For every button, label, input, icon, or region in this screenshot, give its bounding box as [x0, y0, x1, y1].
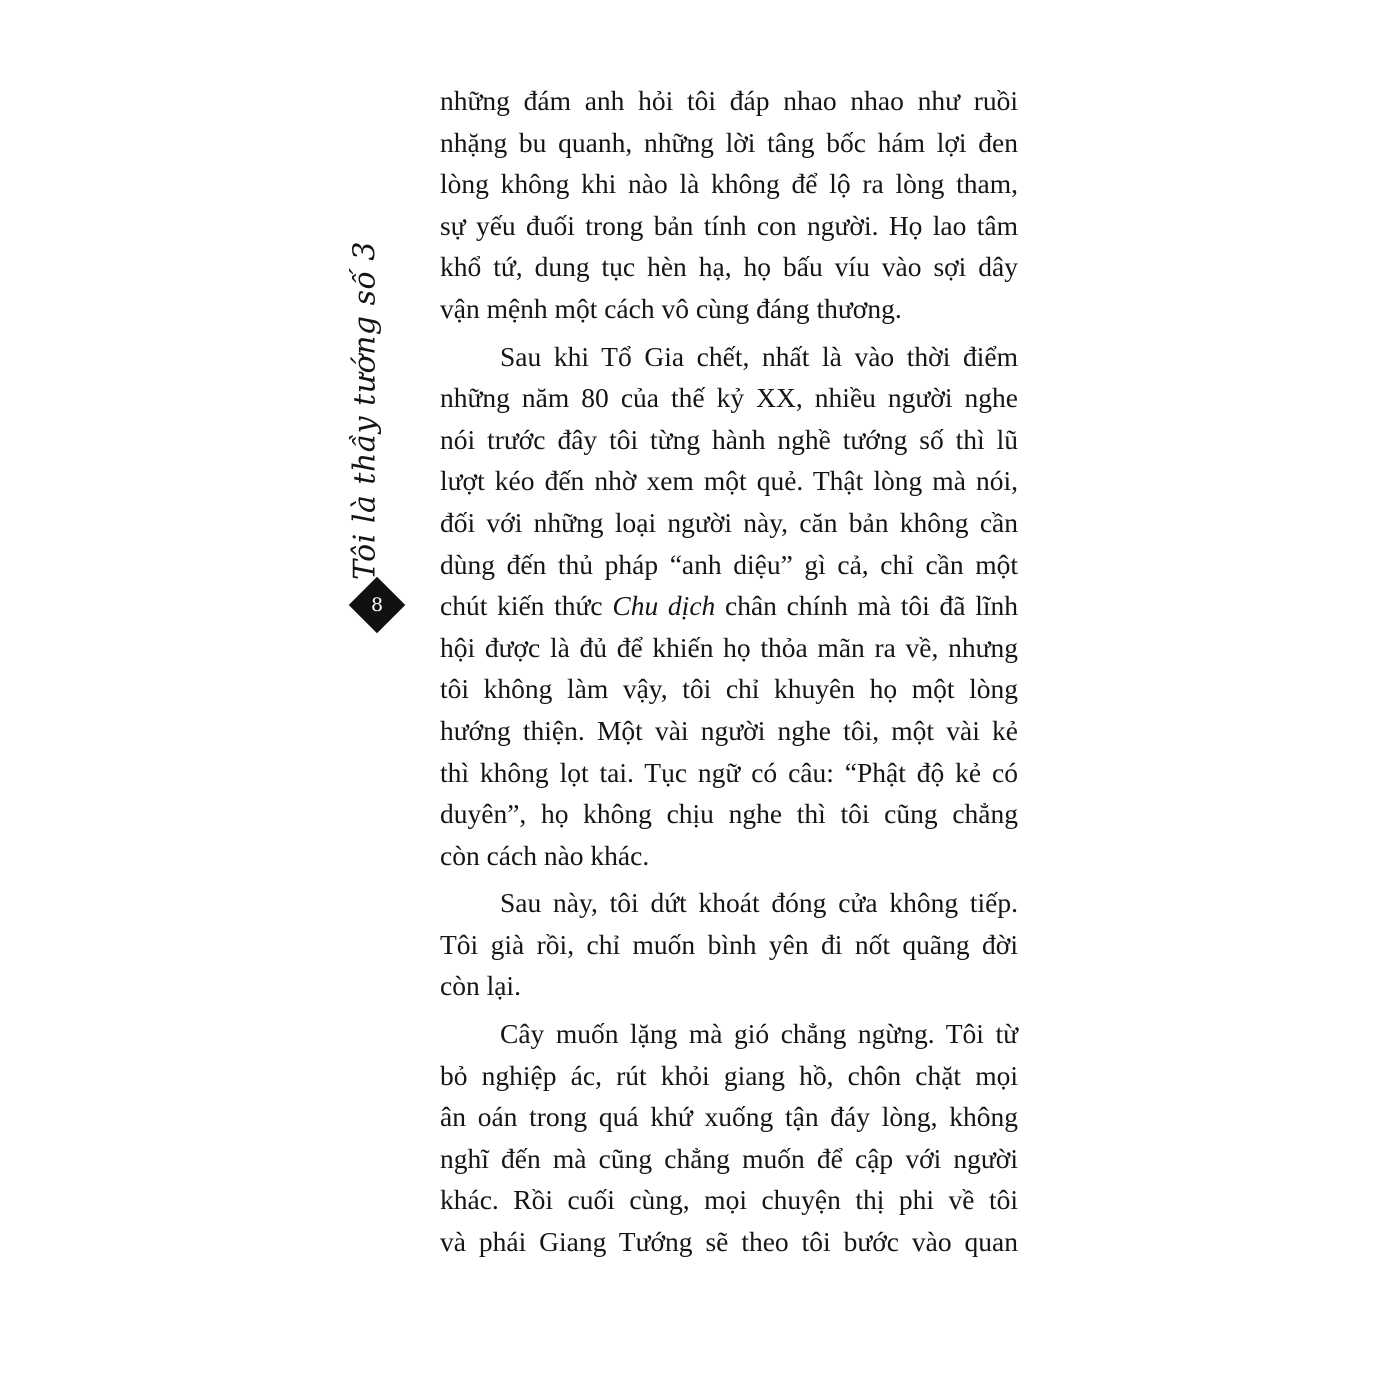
text-line: Cây muốn lặng mà gió chẳng ngừng. Tôi từ — [500, 1018, 1018, 1050]
text-line: đối với những loại người này, căn bản không cần — [440, 506, 1018, 538]
text-line: và phái Giang Tướng sẽ theo tôi bước vào quan — [440, 1226, 1018, 1258]
text-line: những năm 80 của thế kỷ XX, nhiều người nghe — [440, 382, 1018, 414]
text-line: còn lại. — [440, 970, 521, 1002]
paragraph — [440, 1013, 1018, 1263]
paragraph — [440, 882, 1018, 1007]
text-line: tôi không làm vậy, tôi chỉ khuyên họ một lòng — [440, 673, 1018, 705]
text-line: duyên”, họ không chịu nghe thì tôi cũng chẳng — [440, 798, 1018, 830]
paragraph — [440, 336, 1018, 877]
text-line: hướng thiện. Một vài người nghe tôi, một vài kẻ — [440, 714, 1018, 746]
text-line: Sau này, tôi dứt khoát đóng cửa không tiếp. — [500, 887, 1018, 919]
text-line: bỏ nghiệp ác, rút khỏi giang hồ, chôn chặt mọi — [440, 1059, 1018, 1091]
italic-title: Chu dịch — [612, 590, 716, 622]
text-line: những đám anh hỏi tôi đáp nhao nhao như ruồi — [440, 85, 1018, 116]
page-number: 8 — [370, 594, 384, 616]
text-line: nghĩ đến mà cũng chẳng muốn để cập với người — [440, 1142, 1018, 1174]
text-line: khổ tứ, dung tục hèn hạ, họ bấu víu vào sợi dây — [440, 251, 1018, 283]
text-line: lượt kéo đến nhờ xem một quẻ. Thật lòng mà nói, — [440, 465, 1018, 497]
text-line: dùng đến thủ pháp “anh diệu” gì cả, chỉ cần một — [440, 548, 1018, 580]
running-head — [340, 240, 390, 580]
text-line: hội được là đủ để khiến họ thỏa mãn ra về, nhưng — [440, 631, 1018, 663]
text-line: nói trước đây tôi từng hành nghề tướng số thì lũ — [440, 423, 1018, 455]
paragraph — [440, 80, 1018, 330]
text-line: Tôi già rồi, chỉ muốn bình yên đi nốt quãng đời — [440, 928, 1018, 960]
text-line: thì không lọt tai. Tục ngữ có câu: “Phật độ kẻ có — [440, 756, 1018, 788]
text-line: vận mệnh một cách vô cùng đáng thương. — [440, 292, 902, 324]
text-line: còn cách nào khác. — [440, 839, 650, 871]
text-line: chút kiến thức Chu dịch chân chính mà tôi đã lĩnh — [440, 590, 1018, 622]
text-line: ân oán trong quá khứ xuống tận đáy lòng, không — [440, 1101, 1018, 1133]
page-number-marker — [354, 582, 400, 628]
text-line: khác. Rồi cuối cùng, mọi chuyện thị phi về tôi — [440, 1184, 1018, 1216]
text-line: nhặng bu quanh, những lời tâng bốc hám lợi đen — [440, 126, 1018, 158]
book-title: Tôi là thầy tướng số 3 — [347, 240, 383, 580]
text-line: sự yếu đuối trong bản tính con người. Họ lao tâm — [440, 209, 1018, 241]
text-line: lòng không khi nào là không để lộ ra lòng tham, — [440, 168, 1018, 200]
text-line: Sau khi Tổ Gia chết, nhất là vào thời điểm — [500, 340, 1018, 372]
body-text — [440, 80, 1018, 1263]
